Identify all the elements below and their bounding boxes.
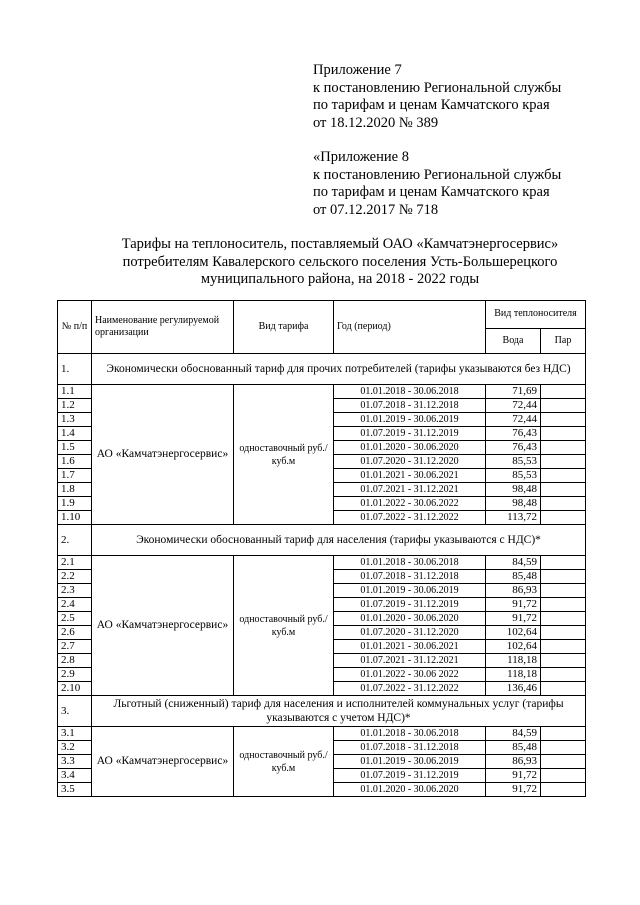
- table-row: [58, 385, 586, 399]
- header-line: по тарифам и ценам Камчатского края: [313, 97, 550, 113]
- row-number: 1.4: [58, 427, 92, 441]
- period: 01.07.2019 - 31.12.2019: [334, 598, 486, 612]
- row-number: 2.4: [58, 598, 92, 612]
- water-tariff: 118,18: [486, 654, 541, 668]
- water-tariff: 86,93: [486, 584, 541, 598]
- steam-tariff: [541, 455, 586, 469]
- period: 01.01.2022 - 30.06.2022: [334, 497, 486, 511]
- row-number: 1.5: [58, 441, 92, 455]
- header-org: Наименование регулируемой организации: [92, 301, 234, 354]
- steam-tariff: [541, 769, 586, 783]
- water-tariff: 91,72: [486, 783, 541, 797]
- period: 01.07.2022 - 31.12.2022: [334, 511, 486, 525]
- water-tariff: 76,43: [486, 427, 541, 441]
- period: 01.01.2019 - 30.06.2019: [334, 413, 486, 427]
- water-tariff: 91,72: [486, 598, 541, 612]
- row-number: 2.5: [58, 612, 92, 626]
- water-tariff: 98,48: [486, 483, 541, 497]
- row-number: 2.2: [58, 570, 92, 584]
- tariff-type: одноставочный руб./куб.м: [234, 727, 334, 797]
- steam-tariff: [541, 741, 586, 755]
- header-line: по тарифам и ценам Камчатского края: [313, 184, 550, 200]
- steam-tariff: [541, 598, 586, 612]
- steam-tariff: [541, 497, 586, 511]
- period: 01.07.2018 - 31.12.2018: [334, 570, 486, 584]
- steam-tariff: [541, 385, 586, 399]
- table-row: [58, 727, 586, 741]
- period: 01.01.2020 - 30.06.2020: [334, 612, 486, 626]
- water-tariff: 102,64: [486, 626, 541, 640]
- period: 01.07.2022 - 31.12.2022: [334, 682, 486, 696]
- appendix-7-header: [313, 62, 561, 132]
- section-number: 2.: [58, 525, 92, 556]
- steam-tariff: [541, 755, 586, 769]
- header-line: от 07.12.2017 № 718: [313, 201, 439, 218]
- header-period: Год (период): [334, 301, 486, 354]
- tariff-table-body: [58, 301, 586, 797]
- row-number: 1.3: [58, 413, 92, 427]
- title-line: потребителям Кавалерского сельского поселения Усть-Большерецкого: [122, 253, 558, 270]
- water-tariff: 91,72: [486, 612, 541, 626]
- table-row: [58, 556, 586, 570]
- water-tariff: 91,72: [486, 769, 541, 783]
- row-number: 2.3: [58, 584, 92, 598]
- section-row: [58, 525, 586, 556]
- steam-tariff: [541, 783, 586, 797]
- period: 01.01.2018 - 30.06.2018: [334, 727, 486, 741]
- period: 01.01.2019 - 30.06.2019: [334, 584, 486, 598]
- section-number: 3.: [58, 696, 92, 727]
- period: 01.07.2020 - 31.12.2020: [334, 626, 486, 640]
- tariff-type: одноставочный руб./куб.м: [234, 556, 334, 696]
- steam-tariff: [541, 511, 586, 525]
- steam-tariff: [541, 399, 586, 413]
- period: 01.07.2020 - 31.12.2020: [334, 455, 486, 469]
- row-number: 1.2: [58, 399, 92, 413]
- section-title: Льготный (сниженный) тариф для населения и исполнителей коммунальных услуг (тарифы указываются с учетом НДС)*: [92, 696, 586, 727]
- steam-tariff: [541, 654, 586, 668]
- steam-tariff: [541, 682, 586, 696]
- period: 01.01.2020 - 30.06.2020: [334, 783, 486, 797]
- row-number: 3.1: [58, 727, 92, 741]
- water-tariff: 85,53: [486, 469, 541, 483]
- section-number: 1.: [58, 354, 92, 385]
- row-number: 1.6: [58, 455, 92, 469]
- row-number: 3.3: [58, 755, 92, 769]
- steam-tariff: [541, 441, 586, 455]
- organization-name: АО «Камчатэнергосервис»: [92, 727, 234, 797]
- period: 01.01.2022 - 30.06 2022: [334, 668, 486, 682]
- document-title: [60, 236, 620, 289]
- section-title: Экономически обоснованный тариф для прочих потребителей (тарифы указываются без НДС): [92, 354, 586, 385]
- row-number: 3.4: [58, 769, 92, 783]
- header-line: «Приложение 8: [313, 149, 409, 165]
- water-tariff: 85,48: [486, 570, 541, 584]
- row-number: 1.1: [58, 385, 92, 399]
- header-line: от 18.12.2020 № 389: [313, 114, 439, 131]
- steam-tariff: [541, 556, 586, 570]
- steam-tariff: [541, 668, 586, 682]
- row-number: 2.10: [58, 682, 92, 696]
- steam-tariff: [541, 640, 586, 654]
- header-carrier: Вид теплоносителя: [486, 301, 586, 329]
- row-number: 1.9: [58, 497, 92, 511]
- water-tariff: 71,69: [486, 385, 541, 399]
- tariff-type: одноставочный руб./куб.м: [234, 385, 334, 525]
- header-steam: Пар: [541, 328, 586, 353]
- title-line: Тарифы на теплоноситель, поставляемый ОАО «Камчатэнергосервис»: [121, 236, 559, 252]
- period: 01.07.2021 - 31.12.2021: [334, 654, 486, 668]
- steam-tariff: [541, 584, 586, 598]
- row-number: 1.8: [58, 483, 92, 497]
- steam-tariff: [541, 570, 586, 584]
- row-number: 1.10: [58, 511, 92, 525]
- water-tariff: 84,59: [486, 556, 541, 570]
- period: 01.01.2019 - 30.06.2019: [334, 755, 486, 769]
- period: 01.01.2018 - 30.06.2018: [334, 385, 486, 399]
- row-number: 2.1: [58, 556, 92, 570]
- section-row: [58, 696, 586, 727]
- header-water: Вода: [486, 328, 541, 353]
- header-line: к постановлению Региональной службы: [313, 79, 562, 96]
- period: 01.07.2018 - 31.12.2018: [334, 741, 486, 755]
- section-title: Экономически обоснованный тариф для населения (тарифы указываются с НДС)*: [92, 525, 586, 556]
- header-line: к постановлению Региональной службы: [313, 166, 562, 183]
- water-tariff: 98,48: [486, 497, 541, 511]
- water-tariff: 72,44: [486, 413, 541, 427]
- steam-tariff: [541, 469, 586, 483]
- section-row: [58, 354, 586, 385]
- header-line: Приложение 7: [313, 62, 402, 78]
- period: 01.07.2019 - 31.12.2019: [334, 769, 486, 783]
- header-row: [58, 301, 586, 329]
- appendix-8-header: [313, 149, 561, 219]
- steam-tariff: [541, 413, 586, 427]
- steam-tariff: [541, 483, 586, 497]
- steam-tariff: [541, 727, 586, 741]
- row-number: 3.5: [58, 783, 92, 797]
- row-number: 2.6: [58, 626, 92, 640]
- row-number: 1.7: [58, 469, 92, 483]
- water-tariff: 113,72: [486, 511, 541, 525]
- tariff-table: [57, 300, 586, 797]
- period: 01.01.2018 - 30.06.2018: [334, 556, 486, 570]
- organization-name: АО «Камчатэнергосервис»: [92, 385, 234, 525]
- water-tariff: 85,53: [486, 455, 541, 469]
- row-number: 3.2: [58, 741, 92, 755]
- water-tariff: 76,43: [486, 441, 541, 455]
- period: 01.07.2018 - 31.12.2018: [334, 399, 486, 413]
- period: 01.07.2021 - 31.12.2021: [334, 483, 486, 497]
- period: 01.01.2020 - 30.06.2020: [334, 441, 486, 455]
- header-tariff-type: Вид тарифа: [234, 301, 334, 354]
- period: 01.07.2019 - 31.12.2019: [334, 427, 486, 441]
- row-number: 2.9: [58, 668, 92, 682]
- water-tariff: 85,48: [486, 741, 541, 755]
- period: 01.01.2021 - 30.06.2021: [334, 640, 486, 654]
- water-tariff: 86,93: [486, 755, 541, 769]
- steam-tariff: [541, 626, 586, 640]
- water-tariff: 118,18: [486, 668, 541, 682]
- water-tariff: 136,46: [486, 682, 541, 696]
- row-number: 2.8: [58, 654, 92, 668]
- water-tariff: 84,59: [486, 727, 541, 741]
- period: 01.01.2021 - 30.06.2021: [334, 469, 486, 483]
- title-line: муниципального района, на 2018 - 2022 годы: [200, 271, 480, 287]
- steam-tariff: [541, 427, 586, 441]
- organization-name: АО «Камчатэнергосервис»: [92, 556, 234, 696]
- header-num: № п/п: [58, 301, 92, 354]
- water-tariff: 72,44: [486, 399, 541, 413]
- water-tariff: 102,64: [486, 640, 541, 654]
- steam-tariff: [541, 612, 586, 626]
- row-number: 2.7: [58, 640, 92, 654]
